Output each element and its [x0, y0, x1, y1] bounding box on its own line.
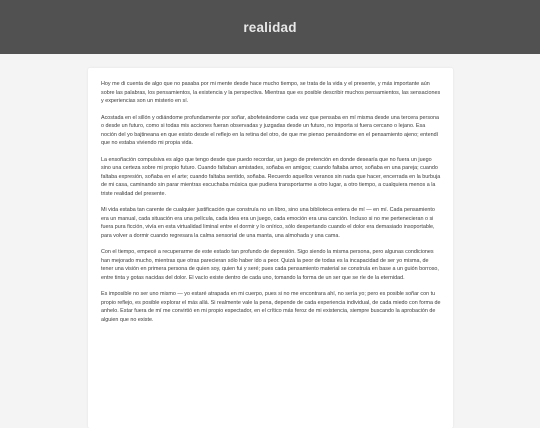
article-paragraph: Hoy me di cuenta de algo que no pasaba por mi mente desde hace mucho tiempo, se trata de la vida y el presente, y más importante aún sobre las palabras, los pensamientos, la existencia y la perspectiva. Mientras que es posible describir muchos pensamientos, las sensaciones y experiencias son un misterio en sí.: [101, 81, 441, 104]
article-paragraph: Acostada en el sillón y odiándome profundamente por soñar, abofeteándome cada vez que pensaba en mí misma desde una tercera persona o desde un futuro, como si todas mis acciones fueran observadas y juzgadas desde un futuro, no importa si fuera cercano o lejano. Esa noción del yo bajtineana en que existo desde el reflejo en la retina del otro, de que me pienso pensándome en el pensamiento ajeno; entendí que no estaba viviendo mi propia vida.: [101, 114, 440, 146]
article-paragraph: La ensoñación compulsiva es algo que tengo desde que puedo recordar, un juego de pretención en donde desearía que no fuera un juego sino una certeza sobre mi propio futuro. Cuando faltaban amistades, soñaba en amigos; cuando faltaba amor, soñaba en una pareja; cuando faltaba expresión, soñaba en el arte; cuando faltaba sentido, soñaba. Recuerdo aquellos veranos sin nada que hacer, encerrada en la burbuja de mi casa, caminando sin parar mientras escuchaba música que pudiera transportarme a otro lugar, a otro tiempo, a cualquiera menos a la triste realidad del presente.: [101, 156, 441, 197]
article-card: [88, 68, 453, 428]
site-header: [0, 0, 540, 54]
article-paragraph: Mi vida estaba tan carente de cualquier justificación que construía no un libro, sino una biblioteca entera de mí — en mí. Cada pensamiento era un manual, cada situación era una película, cada idea era un juego, cada emoción era una canción. Incluso si no me pertenecieran o si fuera pura ficción, vivía en esta virtualidad liminal entre el dormir y lo onírico, sólo despertando cuando el dolor era demasiado insoportable, para volver a dormir cuando regresara la calma sensorial de una manta, una almohada y una cama.: [101, 207, 435, 239]
site-title[interactable]: realidad: [243, 19, 297, 35]
article-paragraph: Es imposible no ser uno mismo — yo estaré atrapada en mi cuerpo, pues si no me encontrara ahí, no sería yo; pero es posible soñar con tu propio reflejo, es posible explorar el más allá. Si realmente vale la pena, depende de cada experiencia individual, de cada miedo con forma de anhelo. Estar fuera de mí me convirtió en mi propio espectador, en el crítico más feroz de mi existencia, siempre buscando la aprobación de alguien que no existe.: [101, 291, 441, 323]
article-paragraph: Con el tiempo, empecé a recuperarme de este estado tan profundo de depresión. Sigo siendo la misma persona, pero algunas condiciones han mejorado mucho, mientras que otras parecieran sólo haber ido a peor. Quizá la peor de todas es la incapacidad de ser yo misma, de tener una visión en primera persona de quien soy, quien fui y seré; pues cada pensamiento material se construía en base a un guión borroso, entre tinta y gotas nacidas del dolor. El vacío existe dentro de cada uno, tomando la forma de un ser que se ríe de la eternidad.: [101, 249, 439, 281]
